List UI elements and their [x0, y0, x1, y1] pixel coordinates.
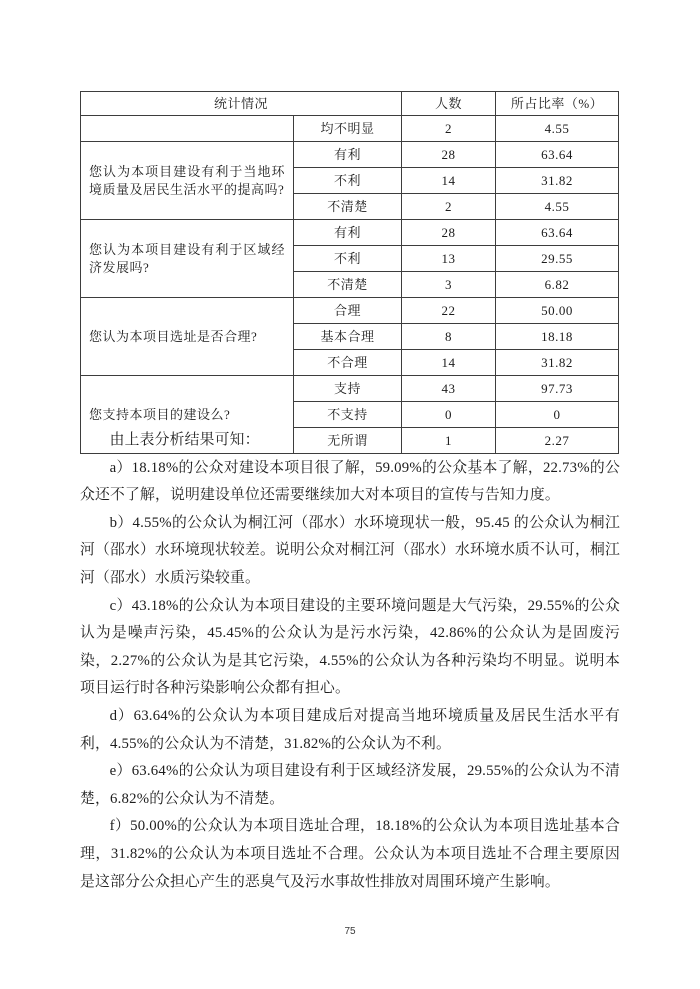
ratio-cell: 50.00 [496, 298, 619, 324]
table-header-row [81, 92, 619, 116]
option-cell: 基本合理 [294, 324, 402, 350]
analysis-paragraph-c: c）43.18%的公众认为本项目建设的主要环境问题是大气污染，29.55%的公众认为是噪声污染，45.45%的公众认为是污水污染，42.86%的公众认为是固废污染，2.27%的公众认为是其它污染，4.55%的公众认为各种污染均不明显。说明本项目运行时各种污染影响公众都有担心。 [80, 597, 620, 697]
analysis-paragraph-d: d）63.64%的公众认为本项目建成后对提高当地环境质量及居民生活水平有利，4.55%的公众认为不清楚，31.82%的公众认为不利。 [80, 707, 620, 752]
ratio-cell: 31.82 [496, 350, 619, 376]
analysis-intro: 由上表分析结果可知： [109, 432, 260, 448]
question-cell: 您认为本项目建设有利于区域经济发展吗? [81, 220, 294, 298]
ratio-cell: 29.55 [496, 246, 619, 272]
analysis-paragraph-b: b）4.55%的公众认为桐江河（邵水）水环境现状一般，95.45 的公众认为桐江河（邵水）水环境现状较差。说明公众对桐江河（邵水）水环境水质不认可，桐江河（邵水）水质污染较重。 [80, 514, 620, 586]
option-cell: 不清楚 [294, 272, 402, 298]
ratio-cell: 18.18 [496, 324, 619, 350]
header-ratio: 所占比率（%） [496, 92, 619, 116]
count-cell: 28 [402, 220, 496, 246]
count-cell: 14 [402, 168, 496, 194]
question-cell: 您认为本项目建设有利于当地环境质量及居民生活水平的提高吗? [81, 142, 294, 220]
question-cell: 您支持本项目的建设么? [81, 376, 294, 454]
option-cell: 支持 [294, 376, 402, 402]
analysis-paragraph-f: f）50.00%的公众认为本项目选址合理，18.18%的公众认为本项目选址基本合理，31.82%的公众认为本项目选址不合理。公众认为本项目选址不合理主要原因是这部分公众担心产生的恶臭气及污水事故性排放对周围环境产生影响。 [80, 818, 620, 890]
header-count: 人数 [402, 92, 496, 116]
option-cell: 不支持 [294, 402, 402, 428]
page-number: 75 [344, 926, 356, 937]
analysis-section [80, 427, 620, 896]
option-cell: 不利 [294, 168, 402, 194]
count-cell: 8 [402, 324, 496, 350]
ratio-cell: 2.27 [496, 428, 619, 454]
analysis-paragraph-e: e）63.64%的公众认为项目建设有利于区域经济发展，29.55%的公众认为不清楚，6.82%的公众认为不清楚。 [80, 763, 620, 807]
survey-statistics-table [80, 91, 619, 454]
count-cell: 22 [402, 298, 496, 324]
count-cell: 13 [402, 246, 496, 272]
option-cell: 均不明显 [294, 116, 402, 142]
option-cell: 不合理 [294, 350, 402, 376]
ratio-cell: 6.82 [496, 272, 619, 298]
count-cell: 2 [402, 116, 496, 142]
option-cell: 合理 [294, 298, 402, 324]
ratio-cell: 31.82 [496, 168, 619, 194]
table-row [81, 376, 619, 402]
table-row [81, 142, 619, 168]
ratio-cell: 4.55 [496, 116, 619, 142]
option-cell: 不清楚 [294, 194, 402, 220]
option-cell: 无所谓 [294, 428, 402, 454]
option-cell: 有利 [294, 220, 402, 246]
question-cell: 您认为本项目选址是否合理? [81, 298, 294, 376]
ratio-cell: 4.55 [496, 194, 619, 220]
count-cell: 0 [402, 402, 496, 428]
analysis-paragraph-a: a）18.18%的公众对建设本项目很了解，59.09%的公众基本了解，22.73%的公众还不了解，说明建设单位还需要继续加大对本项目的宣传与告知力度。 [80, 459, 620, 504]
count-cell: 1 [402, 428, 496, 454]
table-row [81, 116, 619, 142]
count-cell: 14 [402, 350, 496, 376]
count-cell: 3 [402, 272, 496, 298]
option-cell: 不利 [294, 246, 402, 272]
question-cell [81, 116, 294, 142]
ratio-cell: 97.73 [496, 376, 619, 402]
count-cell: 43 [402, 376, 496, 402]
count-cell: 2 [402, 194, 496, 220]
ratio-cell: 63.64 [496, 220, 619, 246]
ratio-cell: 0 [496, 402, 619, 428]
table-row [81, 220, 619, 246]
ratio-cell: 63.64 [496, 142, 619, 168]
header-statistics: 统计情况 [81, 92, 402, 116]
option-cell: 有利 [294, 142, 402, 168]
table-row [81, 298, 619, 324]
count-cell: 28 [402, 142, 496, 168]
